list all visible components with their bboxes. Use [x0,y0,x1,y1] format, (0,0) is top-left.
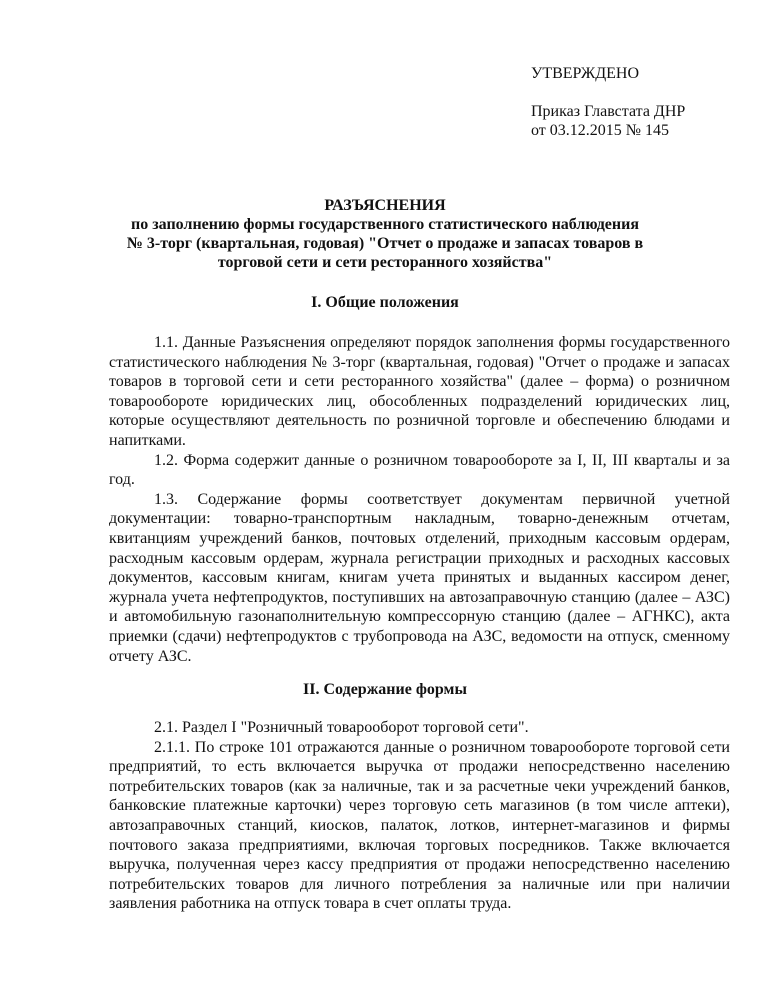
section-1-title: I. Общие положения [311,294,459,311]
document-heading [60,196,710,272]
approval-title: УТВЕРЖДЕНО [531,65,640,82]
section-2-title: II. Содержание формы [303,681,467,698]
document-title: РАЗЪЯСНЕНИЯ [324,197,446,214]
paragraph-1-2: 1.2. Форма содержит данные о розничном товарообороте за I, II, III кварталы и за год. [109,451,730,489]
section-2-body [109,718,730,914]
approval-stamp [531,64,751,140]
order-date-number: от 03.12.2015 № 145 [531,122,670,139]
paragraph-1-3: 1.3. Содержание формы соответствует документам первичной учетной документации: товарно-транспортным накладным, товарно-денежным отчетам, квитанциям учреждений банков, почтовых отделений, приходным кассовым ордерам, расходным кассовым ордерам, журнала регистрации приходных и расходных кассовых документов, кассовым книгам, книгам учета принятых и выданных кассиром денег, журнала учета нефтепродуктов, поступивших на автозаправочную станцию (далее – АЗС) и автомобильную газонаполнительную компрессорную станцию (далее – АГНКС), акта приемки (сдачи) нефтепродуктов с трубопровода на АЗС, ведомости на отпуск, сменному отчету АЗС. [109,490,730,665]
document-subtitle-line-3: торговой сети и сети ресторанного хозяйства" [217,254,553,271]
document-subtitle-line-2: № 3-торг (квартальная, годовая) "Отчет о продаже и запасах товаров в [126,235,644,252]
section-1-body [109,333,730,666]
paragraph-2-1-1: 2.1.1. По строке 101 отражаются данные о розничном товарообороте торговой сети предприятий, то есть включается выручка от продажи непосредственно населению потребительских товаров (как за наличные, так и за расчетные чеки учреждений банков, банковские платежные карточки) через торговую сеть магазинов (в том числе аптеки), автозаправочных станций, киосков, палаток, лотков, интернет-магазинов и фирмы почтового заказа предприятиями, включая торговых посредников. Также включается выручка, полученная через кассу предприятия от продажи непосредственно населению потребительских товаров для личного потребления за наличные или при наличии заявления работника на отпуск товара в счет оплаты труда. [109,738,730,913]
document-subtitle-line-1: по заполнению формы государственного статистического наблюдения [131,216,639,233]
paragraph-2-1: 2.1. Раздел I "Розничный товарооборот торговой сети". [154,719,529,736]
order-issuer: Приказ Главстата ДНР [531,103,686,120]
paragraph-1-1: 1.1. Данные Разъяснения определяют порядок заполнения формы государственного статистического наблюдения № 3-торг (квартальная, годовая) "Отчет о продаже и запасах товаров в торговой сети и сети ресторанного хозяйства" (далее – форма) о розничном товарообороте юридических лиц, обособленных подразделений юридических лиц, которые осуществляют деятельность по розничной торговле и обеспечению блюдами и напитками. [109,334,730,449]
